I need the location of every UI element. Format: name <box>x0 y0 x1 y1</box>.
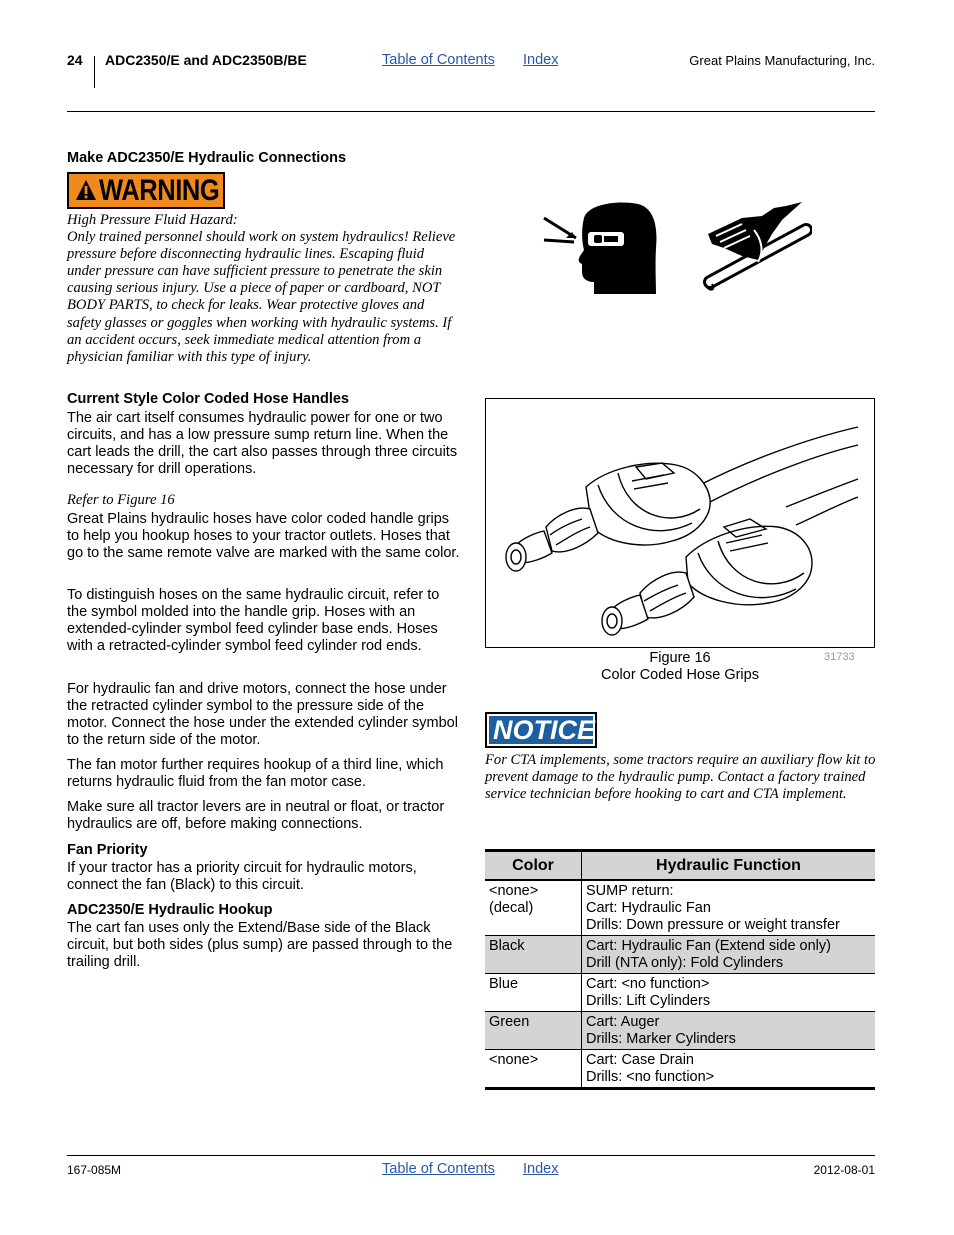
fan-priority-title: Fan Priority <box>67 842 148 858</box>
handles-paragraph-2: Great Plains hydraulic hoses have color coded handle grips to help you hookup hoses to your tractor outlets. Hoses that go to the same remote valve are marked with the same color. <box>67 511 460 561</box>
hazard-block <box>67 212 459 366</box>
column-header-color: Color <box>485 851 582 881</box>
footer-rule <box>67 1155 875 1156</box>
notice-label-text: NOTICE <box>493 715 596 745</box>
figure-label: Figure 16 <box>649 650 711 666</box>
warning-label <box>67 172 225 209</box>
hookup-title: ADC2350/E Hydraulic Hookup <box>67 902 273 918</box>
handles-title: Current Style Color Coded Hose Handles <box>67 391 349 407</box>
figure-16-frame <box>485 398 875 648</box>
figure-reference: Refer to Figure 16 <box>67 492 175 508</box>
function-cell: Cart: Hydraulic Fan (Extend side only) Drill (NTA only): Fold Cylinders <box>582 936 876 974</box>
color-cell: <none> <box>485 1050 582 1089</box>
fan-priority-text: If your tractor has a priority circuit for hydraulic motors, connect the fan (Black) to this circuit. <box>67 860 417 893</box>
column-header-function: Hydraulic Function <box>582 851 876 881</box>
publication-date: 2012-08-01 <box>813 1163 875 1177</box>
function-cell: Cart: Case Drain Drills: <no function> <box>582 1050 876 1089</box>
header-index-link[interactable]: Index <box>523 52 559 68</box>
header-toc-link[interactable]: Table of Contents <box>382 52 495 68</box>
hydraulic-function-table <box>485 849 875 1090</box>
table-row <box>485 936 875 974</box>
notice-text: For CTA implements, some tractors require an auxiliary flow kit to prevent damage to the hydraulic pump. Contact a factory trained service technician before hooking to cart and CTA implement. <box>485 752 876 803</box>
handles-paragraph-5: The fan motor further requires hookup of a third line, which returns hydraulic fluid from the fan motor case. <box>67 757 444 790</box>
warning-label-text: WARNING <box>99 174 220 207</box>
footer-toc-link[interactable]: Table of Contents <box>382 1161 495 1177</box>
color-cell: <none> (decal) <box>485 880 582 936</box>
warning-triangle-icon <box>75 179 97 201</box>
company-name: Great Plains Manufacturing, Inc. <box>689 53 875 68</box>
part-number: 167-085M <box>67 1163 122 1177</box>
table-row <box>485 1050 875 1089</box>
handles-paragraph-3: To distinguish hoses on the same hydraulic circuit, refer to the symbol molded into the handle grip. Hoses with an extended-cylinder symbol feed cylinder base ends. Hoses with a retracted-cylinder symbol feed cylinder rod ends. <box>67 587 440 654</box>
color-cell: Black <box>485 936 582 974</box>
doc-title: ADC2350/E and ADC2350B/BE <box>105 52 307 68</box>
notice-label <box>485 712 597 748</box>
header-rule <box>67 111 875 112</box>
function-cell: Cart: <no function> Drills: Lift Cylinders <box>582 974 876 1012</box>
color-cell: Green <box>485 1012 582 1050</box>
eye-injury-icon <box>538 198 660 296</box>
function-cell: Cart: Auger Drills: Marker Cylinders <box>582 1012 876 1050</box>
table-row <box>485 880 875 936</box>
table-header-row <box>485 851 875 881</box>
hose-grips-illustration <box>486 399 874 647</box>
handles-paragraph-1: The air cart itself consumes hydraulic power for one or two circuits, and has a low pressure sump return line. When the cart leads the drill, the cart also passes through three circuits necessary for drill operations. <box>67 410 458 477</box>
figure-caption-block <box>485 650 875 684</box>
section-title: Make ADC2350/E Hydraulic Connections <box>67 150 347 166</box>
figure-part-number: 31733 <box>824 651 855 663</box>
figure-caption: Color Coded Hose Grips <box>601 667 759 683</box>
handles-paragraph-4: For hydraulic fan and drive motors, connect the hose under the retracted cylinder symbol to the pressure side of the motor. Connect the hose under the extended cylinder symbol to the return side of the motor. <box>67 681 458 748</box>
footer-index-link[interactable]: Index <box>523 1161 559 1177</box>
hazard-text: Only trained personnel should work on system hydraulics! Relieve pressure before disconnecting hydraulic lines. Escaping fluid under pressure can have sufficient pressure to penetrate the skin causing serious injury. Use a piece of paper or cardboard, NOT BODY PARTS, to check for leaks. Wear protective gloves and safety glasses or goggles when working with hydraulic systems. If an accident occurs, seek immediate medical attention from a physician familiar with this type of injury. <box>67 229 456 365</box>
hazard-title: High Pressure Fluid Hazard: <box>67 212 238 228</box>
table-row <box>485 974 875 1012</box>
color-cell: Blue <box>485 974 582 1012</box>
table-row <box>485 1012 875 1050</box>
header-divider <box>94 56 95 88</box>
hand-injection-icon <box>702 200 812 292</box>
function-cell: SUMP return: Cart: Hydraulic Fan Drills: Down pressure or weight transfer <box>582 880 876 936</box>
hookup-text: The cart fan uses only the Extend/Base side of the Black circuit, but both sides (plus sump) are passed through to the trailing drill. <box>67 920 453 970</box>
handles-paragraph-6: Make sure all tractor levers are in neutral or float, or tractor hydraulics are off, before making connections. <box>67 799 445 832</box>
page-number: 24 <box>67 52 83 68</box>
